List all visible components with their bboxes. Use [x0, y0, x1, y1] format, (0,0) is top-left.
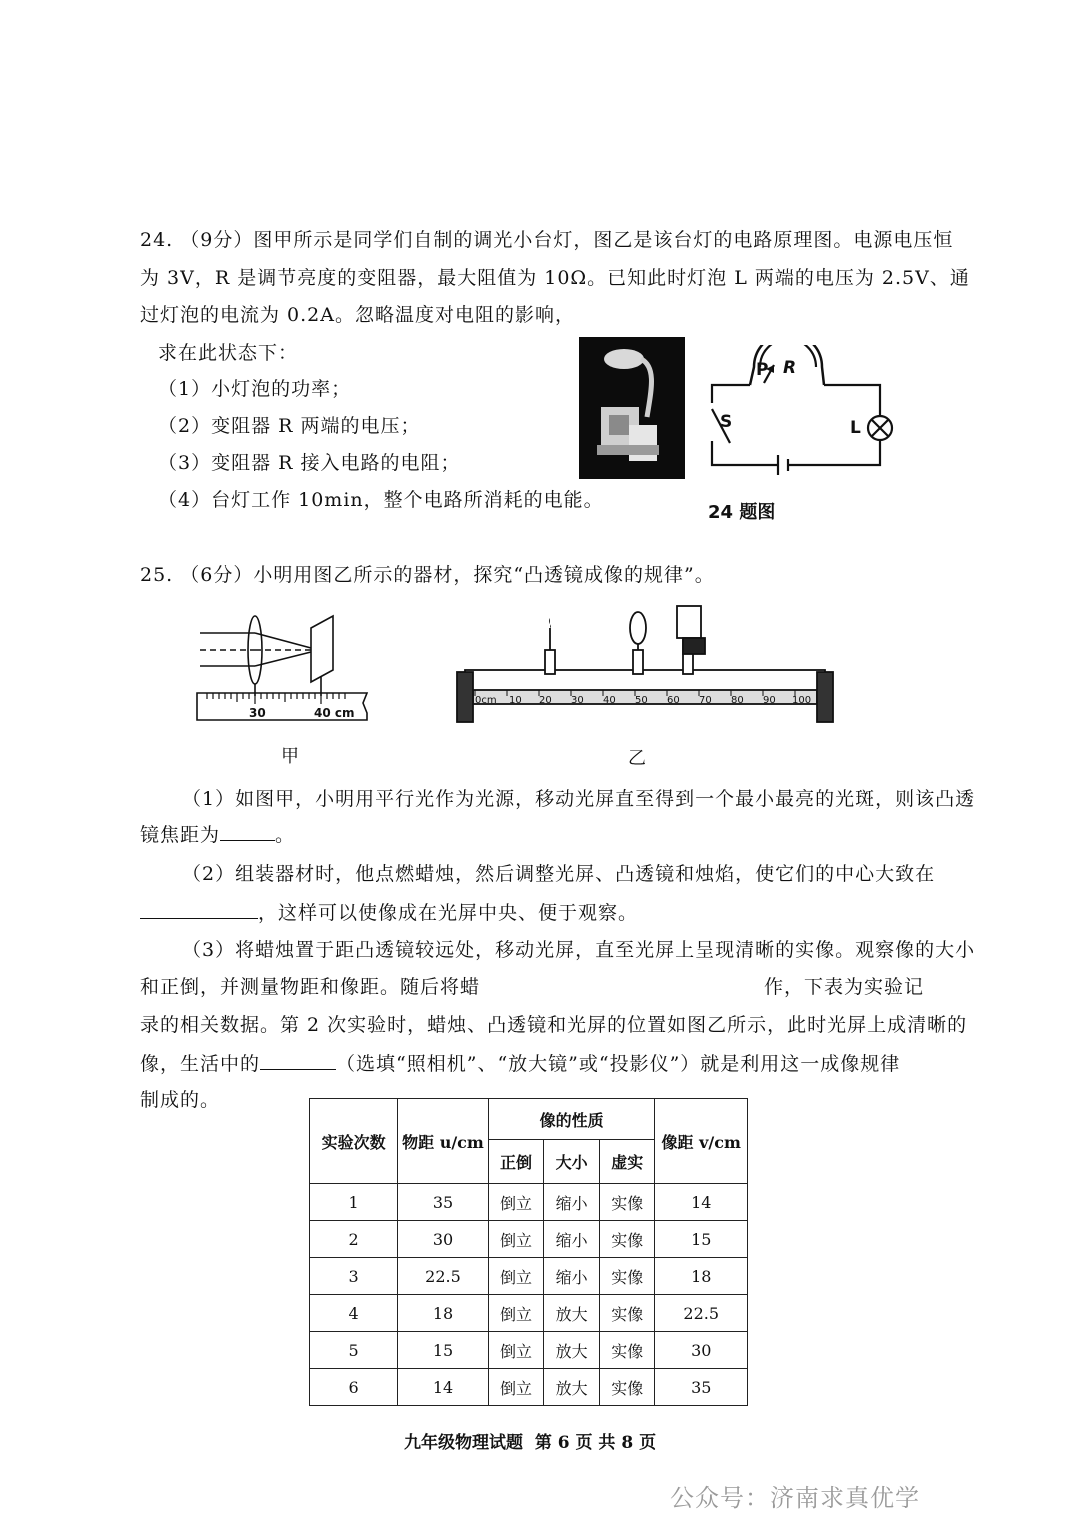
- circuit-label-s: S: [720, 412, 733, 432]
- cell-size: 放大: [544, 1295, 600, 1332]
- bench-tick-100: 100: [792, 695, 812, 706]
- bench-tick-80: 80: [731, 695, 744, 706]
- q25-p1-text: 镜焦距为: [140, 824, 221, 846]
- cell-real: 实像: [599, 1184, 655, 1221]
- bench-tick-40: 40: [603, 695, 616, 706]
- figure-caption-24: 24 题图: [708, 502, 776, 523]
- cell-upright: 倒立: [488, 1369, 544, 1406]
- cell-real: 实像: [599, 1332, 655, 1369]
- q25-p1-line-b: [140, 822, 295, 847]
- q24-sub-1: （1）小灯泡的功率；: [158, 378, 352, 400]
- q25-p3-line-b: 和正倒，并测量物距和像距。随后将蜡: [140, 976, 481, 998]
- cell-size: 缩小: [544, 1221, 600, 1258]
- cell-v: 15: [655, 1221, 748, 1258]
- cell-upright: 倒立: [488, 1258, 544, 1295]
- cell-real: 实像: [599, 1221, 655, 1258]
- header-image-distance: 像距 v/cm: [655, 1099, 748, 1184]
- q25-intro: 25. （6分）小明用图乙所示的器材，探究“凸透镜成像的规律”。: [140, 564, 715, 586]
- cell-trial: 5: [310, 1332, 398, 1369]
- circuit-diagram: [690, 345, 910, 475]
- q24-sub-4: （4）台灯工作 10min，整个电路所消耗的电能。: [158, 489, 604, 511]
- experiment-table: [309, 1098, 748, 1406]
- bench-tick-20: 20: [539, 695, 552, 706]
- cell-u: 30: [398, 1221, 489, 1258]
- q25-p1-end: 。: [275, 824, 296, 846]
- cell-size: 缩小: [544, 1184, 600, 1221]
- cell-u: 18: [398, 1295, 489, 1332]
- q24-line-3: 过灯泡的电流为 0.2A。忽略温度对电阻的影响，: [140, 304, 575, 326]
- focal-length-blank[interactable]: [220, 822, 275, 841]
- header-upright: 正倒: [488, 1140, 544, 1184]
- cell-v: 35: [655, 1369, 748, 1406]
- q24-line-1: 24. （9分）图甲所示是同学们自制的调光小台灯，图乙是该台灯的电路原理图。电源电压恒: [140, 229, 954, 251]
- q25-p2-line-a: （2）组装器材时，他点燃蜡烛，然后调整光屏、凸透镜和烛焰，使它们的中心大致在: [182, 863, 936, 885]
- bench-tick-0: 0cm: [475, 695, 497, 706]
- cell-u: 22.5: [398, 1258, 489, 1295]
- cell-upright: 倒立: [488, 1221, 544, 1258]
- q25-p3-line-e: [140, 1051, 900, 1076]
- bench-tick-70: 70: [699, 695, 712, 706]
- header-trial: 实验次数: [310, 1099, 398, 1184]
- figure-b-caption: 乙: [628, 748, 646, 769]
- figure-a-tick-30: 30: [249, 706, 266, 720]
- cell-size: 缩小: [544, 1258, 600, 1295]
- cell-trial: 3: [310, 1258, 398, 1295]
- cell-trial: 4: [310, 1295, 398, 1332]
- q25-p1-line-a: （1）如图甲，小明用平行光作为光源，移动光屏直至得到一个最小最亮的光斑，则该凸透: [182, 788, 976, 810]
- cell-real: 实像: [599, 1369, 655, 1406]
- table-row: [310, 1295, 748, 1332]
- bench-tick-50: 50: [635, 695, 648, 706]
- bench-tick-90: 90: [763, 695, 776, 706]
- header-image-nature: 像的性质: [488, 1099, 655, 1140]
- cell-trial: 1: [310, 1184, 398, 1221]
- watermark: 公众号：济南求真优学: [670, 1484, 920, 1512]
- device-blank[interactable]: [260, 1051, 336, 1070]
- table-row: [310, 1258, 748, 1295]
- q24-line-2: 为 3V，R 是调节亮度的变阻器，最大阻值为 10Ω。已知此时灯泡 L 两端的电压为 2.5V、通: [140, 267, 970, 289]
- cell-real: 实像: [599, 1258, 655, 1295]
- cell-u: 35: [398, 1184, 489, 1221]
- q24-sub-3: （3）变阻器 R 接入电路的电阻；: [158, 452, 461, 474]
- page-footer: 九年级物理试题 第 6 页 共 8 页: [404, 1433, 657, 1453]
- cell-v: 22.5: [655, 1295, 748, 1332]
- header-real-virtual: 虚实: [599, 1140, 655, 1184]
- cell-real: 实像: [599, 1295, 655, 1332]
- figure-a-tick-40: 40 cm: [314, 706, 355, 720]
- q25-p3-text-e: 像，生活中的: [140, 1053, 261, 1075]
- q25-p2-line-b: [140, 900, 638, 925]
- q25-p3-text-f: （选填“照相机”、“放大镜”或“投影仪”）就是利用这一成像规律: [336, 1053, 901, 1075]
- cell-v: 18: [655, 1258, 748, 1295]
- q24-sub-2: （2）变阻器 R 两端的电压；: [158, 415, 421, 437]
- bench-tick-10: 10: [509, 695, 522, 706]
- table-row: [310, 1221, 748, 1258]
- cell-v: 14: [655, 1184, 748, 1221]
- optical-bench-diagram: [455, 600, 835, 730]
- table-row: [310, 1332, 748, 1369]
- table-row: [310, 1369, 748, 1406]
- cell-upright: 倒立: [488, 1332, 544, 1369]
- circuit-label-p: P: [756, 360, 769, 380]
- bench-tick-60: 60: [667, 695, 680, 706]
- table-row: [310, 1184, 748, 1221]
- header-size: 大小: [544, 1140, 600, 1184]
- cell-size: 放大: [544, 1332, 600, 1369]
- figure-a-caption: 甲: [281, 746, 299, 767]
- cell-upright: 倒立: [488, 1295, 544, 1332]
- q25-p3-line-d: 录的相关数据。第 2 次实验时，蜡烛、凸透镜和光屏的位置如图乙所示，此时光屏上成清晰的: [140, 1014, 968, 1036]
- circuit-label-r: R: [783, 358, 797, 378]
- center-height-blank[interactable]: [140, 900, 258, 919]
- q25-p3-line-a: （3）将蜡烛置于距凸透镜较远处，移动光屏，直至光屏上呈现清晰的实像。观察像的大小: [182, 939, 976, 961]
- q24-line-4: 求在此状态下：: [158, 342, 299, 364]
- q25-p3-line-g: 制成的。: [140, 1089, 221, 1111]
- circuit-label-l: L: [850, 418, 861, 438]
- cell-upright: 倒立: [488, 1184, 544, 1221]
- desk-lamp-photo: [579, 337, 685, 479]
- cell-size: 放大: [544, 1369, 600, 1406]
- q25-p3-line-c: 作，下表为实验记: [764, 976, 925, 998]
- cell-trial: 2: [310, 1221, 398, 1258]
- cell-u: 14: [398, 1369, 489, 1406]
- bench-tick-30: 30: [571, 695, 584, 706]
- cell-trial: 6: [310, 1369, 398, 1406]
- q25-p2-text: ，这样可以使像成在光屏中央、便于观察。: [258, 902, 639, 924]
- cell-v: 30: [655, 1332, 748, 1369]
- header-object-distance: 物距 u/cm: [398, 1099, 489, 1184]
- cell-u: 15: [398, 1332, 489, 1369]
